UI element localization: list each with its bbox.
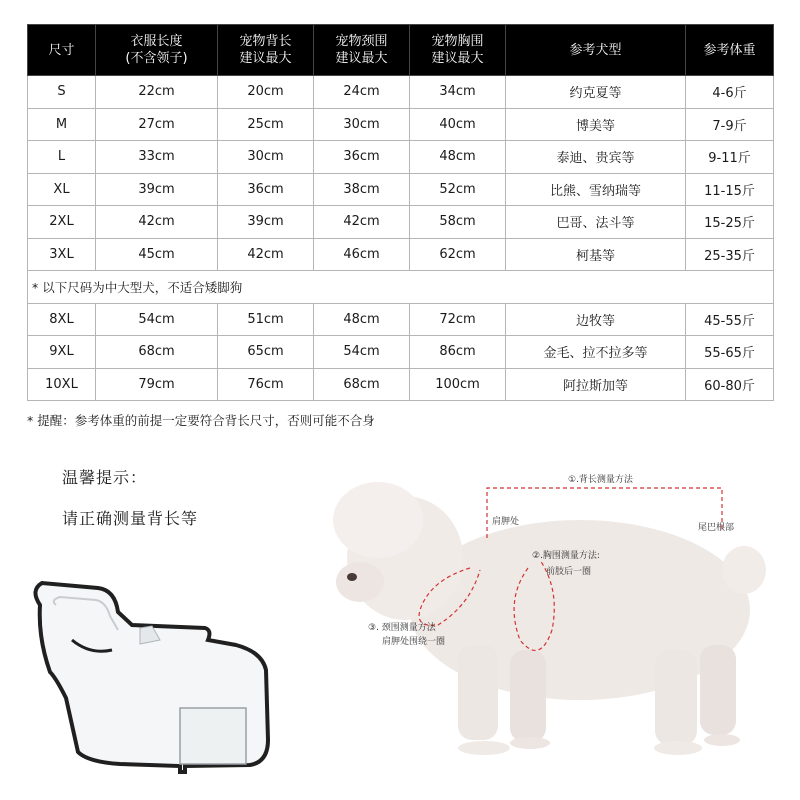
table-cell: 巴哥、法斗等 bbox=[506, 206, 686, 239]
table-cell: 60-80斤 bbox=[686, 368, 774, 401]
table-cell: 金毛、拉不拉多等 bbox=[506, 336, 686, 369]
tail-root-label: 尾巴根部 bbox=[698, 523, 735, 533]
table-cell: 76cm bbox=[218, 368, 314, 401]
header-back-length: 宠物背长 建议最大 bbox=[218, 25, 314, 76]
raincoat-image bbox=[35, 583, 268, 772]
table-cell: 10XL bbox=[28, 368, 96, 401]
table-cell: L bbox=[28, 141, 96, 174]
table-cell: 42cm bbox=[218, 238, 314, 271]
table-cell: 30cm bbox=[218, 141, 314, 174]
table-cell: 泰迪、贵宾等 bbox=[506, 141, 686, 174]
warm-tip-text: 请正确测量背长等 bbox=[62, 509, 199, 528]
table-cell: 42cm bbox=[96, 206, 218, 239]
table-cell: 7-9斤 bbox=[686, 108, 774, 141]
neck-detail-label: 肩胛处围绕一圈 bbox=[382, 637, 446, 647]
table-cell: 4-6斤 bbox=[686, 76, 774, 109]
table-cell: 48cm bbox=[410, 141, 506, 174]
measurement-illustration bbox=[0, 440, 800, 800]
table-cell: 8XL bbox=[28, 303, 96, 336]
table-cell: 45-55斤 bbox=[686, 303, 774, 336]
table-cell: 22cm bbox=[96, 76, 218, 109]
table-cell: 20cm bbox=[218, 76, 314, 109]
note-row bbox=[28, 271, 774, 304]
table-cell: 27cm bbox=[96, 108, 218, 141]
table-row bbox=[28, 141, 774, 174]
header-garment-length: 衣服长度 (不含领子) bbox=[96, 25, 218, 76]
table-body-bottom bbox=[28, 303, 774, 401]
table-cell: 11-15斤 bbox=[686, 173, 774, 206]
table-cell: 24cm bbox=[314, 76, 410, 109]
table-cell: XL bbox=[28, 173, 96, 206]
table-cell: 51cm bbox=[218, 303, 314, 336]
table-cell: 68cm bbox=[96, 336, 218, 369]
table-cell: 86cm bbox=[410, 336, 506, 369]
shoulder-label: 肩胛处 bbox=[492, 517, 520, 527]
table-row bbox=[28, 303, 774, 336]
table-cell: 30cm bbox=[314, 108, 410, 141]
table-cell: 55-65斤 bbox=[686, 336, 774, 369]
table-cell: 博美等 bbox=[506, 108, 686, 141]
table-cell: 柯基等 bbox=[506, 238, 686, 271]
table-cell: 54cm bbox=[96, 303, 218, 336]
table-cell: 100cm bbox=[410, 368, 506, 401]
table-row bbox=[28, 76, 774, 109]
chest-method-label: ②.胸围测量方法: bbox=[532, 551, 600, 561]
table-cell: 比熊、雪纳瑞等 bbox=[506, 173, 686, 206]
table-row bbox=[28, 238, 774, 271]
header-size: 尺寸 bbox=[28, 25, 96, 76]
header-neck: 宠物颈围 建议最大 bbox=[314, 25, 410, 76]
table-cell: 54cm bbox=[314, 336, 410, 369]
table-cell: 39cm bbox=[96, 173, 218, 206]
table-cell: S bbox=[28, 76, 96, 109]
table-cell: 39cm bbox=[218, 206, 314, 239]
table-cell: 15-25斤 bbox=[686, 206, 774, 239]
table-cell: 79cm bbox=[96, 368, 218, 401]
table-cell: 36cm bbox=[314, 141, 410, 174]
header-weight: 参考体重 bbox=[686, 25, 774, 76]
table-cell: 46cm bbox=[314, 238, 410, 271]
table-row bbox=[28, 368, 774, 401]
table-cell: 边牧等 bbox=[506, 303, 686, 336]
table-cell: 45cm bbox=[96, 238, 218, 271]
table-cell: 33cm bbox=[96, 141, 218, 174]
table-cell: 62cm bbox=[410, 238, 506, 271]
table-cell: 42cm bbox=[314, 206, 410, 239]
table-cell: 52cm bbox=[410, 173, 506, 206]
header-breed: 参考犬型 bbox=[506, 25, 686, 76]
size-chart-table bbox=[27, 24, 774, 401]
table-cell: 38cm bbox=[314, 173, 410, 206]
note-cell: * 以下尺码为中大型犬，不适合矮脚狗 bbox=[28, 271, 774, 304]
table-cell: M bbox=[28, 108, 96, 141]
table-cell: 阿拉斯加等 bbox=[506, 368, 686, 401]
table-row bbox=[28, 336, 774, 369]
table-cell: 58cm bbox=[410, 206, 506, 239]
table-row bbox=[28, 206, 774, 239]
table-body-top bbox=[28, 76, 774, 271]
table-cell: 48cm bbox=[314, 303, 410, 336]
table-cell: 40cm bbox=[410, 108, 506, 141]
weight-reminder: * 提醒：参考体重的前提一定要符合背长尺寸，否则可能不合身 bbox=[27, 413, 375, 428]
table-cell: 9-11斤 bbox=[686, 141, 774, 174]
table-row bbox=[28, 173, 774, 206]
warm-tip-title: 温馨提示： bbox=[62, 468, 148, 487]
table-cell: 约克夏等 bbox=[506, 76, 686, 109]
back-method-label: ①.背长测量方法 bbox=[568, 475, 633, 485]
table-cell: 25-35斤 bbox=[686, 238, 774, 271]
table-cell: 72cm bbox=[410, 303, 506, 336]
table-cell: 36cm bbox=[218, 173, 314, 206]
table-cell: 65cm bbox=[218, 336, 314, 369]
chest-detail-label: 前肢后一圈 bbox=[546, 567, 592, 577]
table-cell: 3XL bbox=[28, 238, 96, 271]
table-cell: 34cm bbox=[410, 76, 506, 109]
table-cell: 25cm bbox=[218, 108, 314, 141]
header-chest: 宠物胸围 建议最大 bbox=[410, 25, 506, 76]
table-header-row bbox=[28, 25, 774, 76]
table-row bbox=[28, 108, 774, 141]
neck-method-label: ③. 颈围测量方法 bbox=[368, 623, 436, 633]
table-cell: 68cm bbox=[314, 368, 410, 401]
table-cell: 9XL bbox=[28, 336, 96, 369]
table-cell: 2XL bbox=[28, 206, 96, 239]
